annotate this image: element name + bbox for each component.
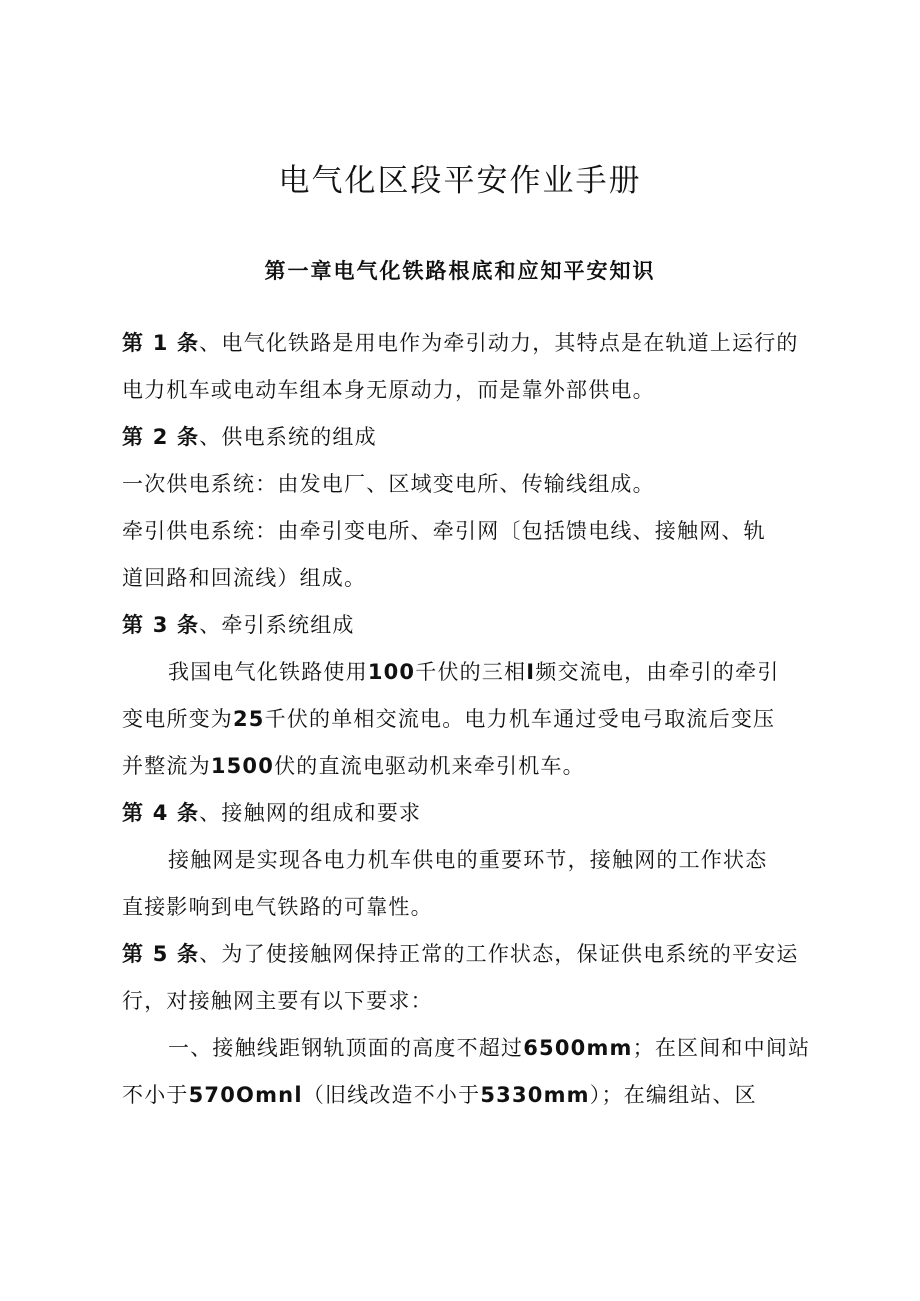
article-5-line-2: 行，对接触网主要有以下要求： [122, 989, 433, 1013]
article-4-heading: 第 4 条、接触网的组成和要求 [122, 801, 422, 825]
article-3-label: 第 3 条 [122, 613, 200, 637]
article-2-line-2: 牵引供电系统：由牵引变电所、牵引网〔包括馈电线、接触网、轨 [122, 519, 766, 543]
article-5-requirement-line-1: 一、接触线距钢轨顶面的高度不超过6500mm；在区间和中间站 [168, 1036, 811, 1060]
article-1-label: 第 1 条 [122, 331, 200, 355]
document-title: 电气化区段平安作业手册 [278, 163, 642, 199]
article-5-requirement-line-2: 不小于570Omnl（旧线改造不小于5330mm）；在编组站、区 [122, 1083, 757, 1107]
article-4-label: 第 4 条 [122, 801, 200, 825]
chapter-title: 第一章电气化铁路根底和应知平安知识 [264, 259, 656, 283]
article-3-heading: 第 3 条、牵引系统组成 [122, 613, 355, 637]
article-5-line-1: 第 5 条、为了使接触网保持正常的工作状态，保证供电系统的平安运 [122, 942, 799, 966]
article-3-para-line-2: 变电所变为25千伏的单相交流电。电力机车通过受电弓取流后变压 [122, 707, 776, 731]
article-2-line-1: 一次供电系统：由发电厂、区域变电所、传输线组成。 [122, 472, 655, 496]
article-5-label: 第 5 条 [122, 942, 200, 966]
article-2-heading: 第 2 条、供电系统的组成 [122, 425, 377, 449]
article-3-para-line-1: 我国电气化铁路使用100千伏的三相I频交流电，由牵引的牵引 [168, 660, 780, 684]
article-1-line-2: 电力机车或电动车组本身无原动力，而是靠外部供电。 [122, 378, 655, 402]
article-2-line-3: 道回路和回流线）组成。 [122, 566, 367, 590]
article-2-label: 第 2 条 [122, 425, 200, 449]
article-4-para-line-2: 直接影响到电气铁路的可靠性。 [122, 895, 433, 919]
article-3-para-line-3: 并整流为1500伏的直流电驱动机来牵引机车。 [122, 754, 585, 778]
document-body [122, 320, 812, 1119]
article-4-para-line-1: 接触网是实现各电力机车供电的重要环节，接触网的工作状态 [168, 848, 768, 872]
article-1-line-1: 第 1 条、电气化铁路是用电作为牵引动力，其特点是在轨道上运行的 [122, 331, 799, 355]
